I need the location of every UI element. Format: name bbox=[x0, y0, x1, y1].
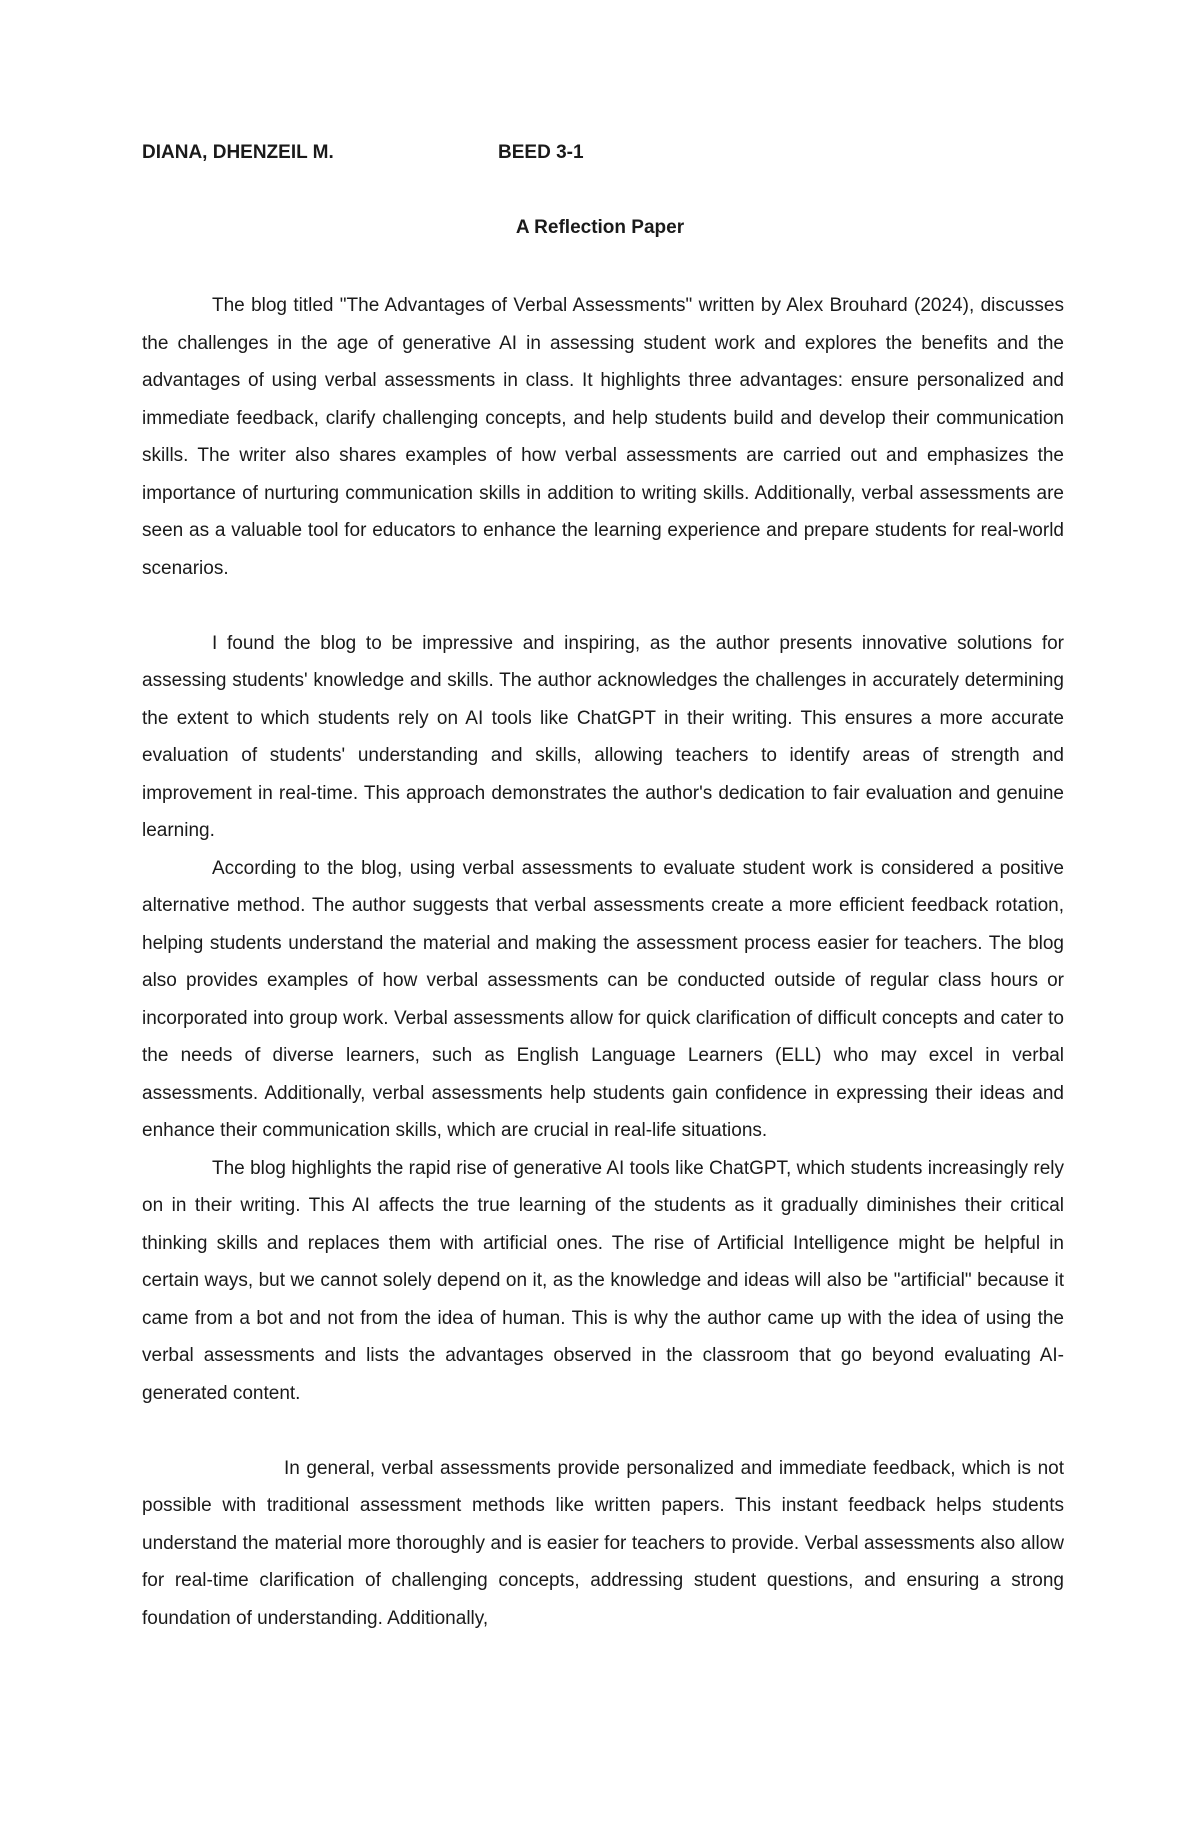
document-body bbox=[142, 287, 1064, 1637]
document-title: A Reflection Paper bbox=[515, 217, 685, 238]
paragraph-1: The blog titled "The Advantages of Verbal Assessments" written by Alex Brouhard (2024), discusses the challenges in the age of generative AI in assessing student work and explores the benefits and the advantages of using verbal assessments in class. It highlights three advantages: ensure personalized and immediate feedback, clarify challenging concepts, and help students build and develop their communication skills. The writer also shares examples of how verbal assessments are carried out and emphasizes the importance of nurturing communication skills in addition to writing skills. Additionally, verbal assessments are seen as a valuable tool for educators to enhance the learning experience and prepare students for real-world scenarios. bbox=[142, 295, 1064, 579]
paragraph-5: In general, verbal assessments provide personalized and immediate feedback, which is not possible with traditional assessment methods like written papers. This instant feedback helps students understand the material more thoroughly and is easier for teachers to provide. Verbal assessments also allow for real-time clarification of challenging concepts, addressing student questions, and ensuring a strong foundation of understanding. Additionally, bbox=[142, 1457, 1064, 1629]
student-name: DIANA, DHENZEIL M. bbox=[142, 142, 334, 163]
course-section: BEED 3-1 bbox=[498, 142, 584, 163]
paragraph-2: I found the blog to be impressive and inspiring, as the author presents innovative solutions for assessing students' knowledge and skills. The author acknowledges the challenges in accurately determining the extent to which students rely on AI tools like ChatGPT in their writing. This ensures a more accurate evaluation of students' understanding and skills, allowing teachers to identify areas of strength and improvement in real-time. This approach demonstrates the author's dedication to fair evaluation and genuine learning. bbox=[142, 632, 1064, 841]
paragraph-4: The blog highlights the rapid rise of generative AI tools like ChatGPT, which students increasingly rely on in their writing. This AI affects the true learning of the students as it gradually diminishes their critical thinking skills and replaces them with artificial ones. The rise of Artificial Intelligence might be helpful in certain ways, but we cannot solely depend on it, as the knowledge and ideas will also be "artificial" because it came from a bot and not from the idea of human. This is why the author came up with the idea of using the verbal assessments and lists the advantages observed in the classroom that go beyond evaluating AI-generated content. bbox=[142, 1157, 1064, 1404]
paragraph-3: According to the blog, using verbal assessments to evaluate student work is considered a positive alternative method. The author suggests that verbal assessments create a more efficient feedback rotation, helping students understand the material and making the assessment process easier for teachers. The blog also provides examples of how verbal assessments can be conducted outside of regular class hours or incorporated into group work. Verbal assessments allow for quick clarification of difficult concepts and cater to the needs of diverse learners, such as English Language Learners (ELL) who may excel in verbal assessments. Additionally, verbal assessments help students gain confidence in expressing their ideas and enhance their communication skills, which are crucial in real-life situations. bbox=[142, 857, 1064, 1141]
header-row bbox=[142, 142, 1062, 168]
